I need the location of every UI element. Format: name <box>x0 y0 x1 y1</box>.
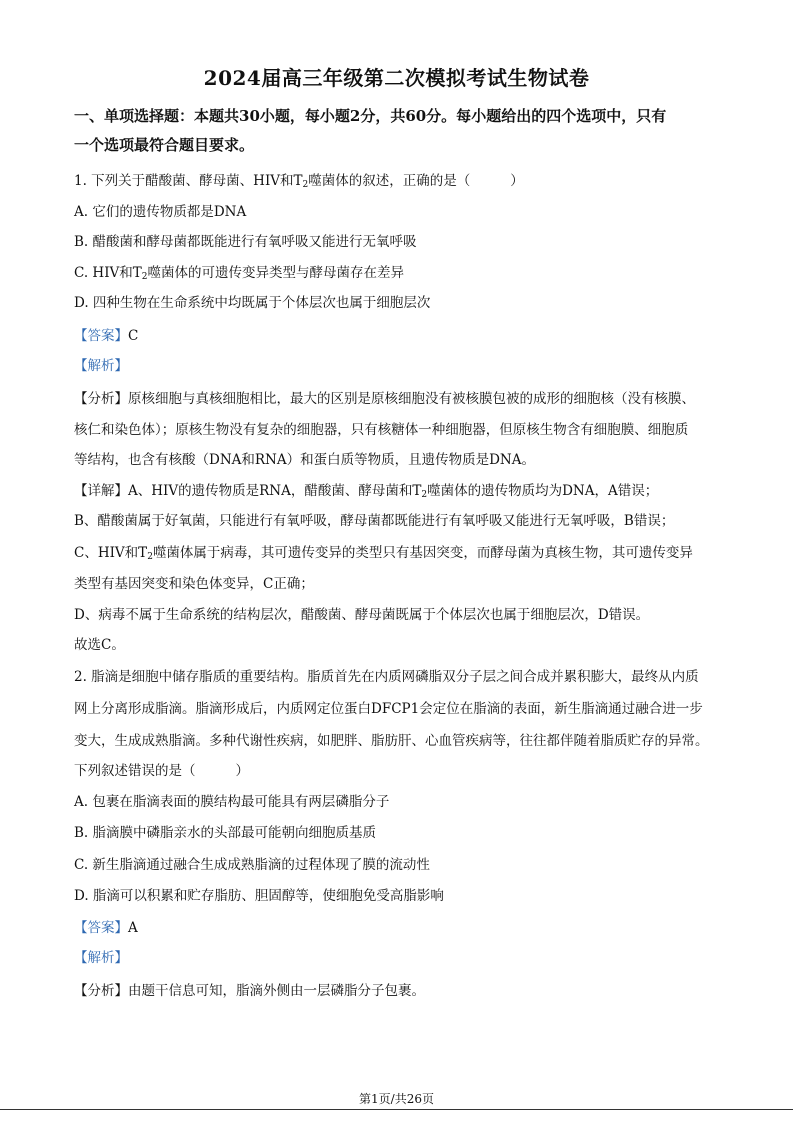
q1-option-b: B. 醋酸菌和酵母菌都既能进行有氧呼吸又能进行无氧呼吸 <box>74 234 417 250</box>
section-heading-line-2: 一个选项最符合题目要求。 <box>74 136 255 154</box>
q1-fenxi-line-2: 核仁和染色体）；原核生物没有复杂的细胞器，只有核糖体一种细胞器，但原核生物含有细胞膜、细胞质 <box>74 422 689 438</box>
q2-option-d: D. 脂滴可以积累和贮存脂肪、胆固醇等，使细胞免受高脂影响 <box>74 888 444 904</box>
bottom-rule <box>0 1109 793 1110</box>
answer-tag: 【答案】 <box>74 328 128 344</box>
page-footer: 第1页/共26页 <box>359 1092 434 1106</box>
q2-option-a: A. 包裹在脂滴表面的膜结构最可能具有两层磷脂分子 <box>74 794 390 810</box>
q1-answer: 【答案】C <box>74 328 139 344</box>
q2-stem-line-1: 2. 脂滴是细胞中储存脂质的重要结构。脂质首先在内质网磷脂双分子层之间合成并累积膨大，最终从内质 <box>74 669 699 685</box>
q2-answer: 【答案】A <box>74 920 138 936</box>
section-heading-line-1: 一、单项选择题：本题共30小题，每小题2分，共60分。每小题给出的四个选项中，只有 <box>74 107 667 125</box>
q1-analysis-tag: 【解析】 <box>74 358 128 374</box>
q1-stem: 1. 下列关于醋酸菌、酵母菌、HIV和$T_2$噬菌体的叙述，正确的是（ ） <box>74 173 524 190</box>
q2-fenxi-line-1: 【分析】由题干信息可知，脂滴外侧由一层磷脂分子包裹。 <box>74 983 425 999</box>
q1-option-d: D. 四种生物在生命系统中均既属于个体层次也属于细胞层次 <box>74 295 431 311</box>
q1-xiangjie-line-5: D、病毒不属于生命系统的结构层次，醋酸菌、酵母菌既属于个体层次也属于细胞层次，D错误。 <box>74 607 650 623</box>
q2-option-b: B. 脂滴膜中磷脂亲水的头部最可能朝向细胞质基质 <box>74 825 377 841</box>
q1-conclusion: 故选C。 <box>74 637 125 653</box>
q2-stem-line-3: 变大，生成成熟脂滴。多种代谢性疾病，如肥胖、脂肪肝、心血管疾病等，往往都伴随着脂质贮存的异常。 <box>74 733 709 749</box>
q1-xiangjie-line-4: 类型有基因突变和染色体变异，C正确； <box>74 576 314 592</box>
answer-tag: 【答案】 <box>74 920 128 936</box>
q2-option-c: C. 新生脂滴通过融合生成成熟脂滴的过程体现了膜的流动性 <box>74 857 430 873</box>
q1-fenxi-line-3: 等结构，也含有核酸（DNA和RNA）和蛋白质等物质，且遗传物质是DNA。 <box>74 452 535 468</box>
q1-xiangjie-line-3: C、HIV和$T_2$噬菌体属于病毒，其可遗传变异的类型只有基因突变，而酵母菌为真核生物，其可遗传变异 <box>74 545 693 562</box>
q1-option-c: C. HIV和$T_2$噬菌体的可遗传变异类型与酵母菌存在差异 <box>74 265 405 282</box>
q2-analysis-tag: 【解析】 <box>74 950 128 966</box>
q1-xiangjie-line-1: 【详解】A、HIV的遗传物质是RNA，醋酸菌、酵母菌和$T_2$噬菌体的遗传物质均为DNA，A错误； <box>74 483 659 500</box>
q1-xiangjie-line-2: B、醋酸菌属于好氧菌，只能进行有氧呼吸，酵母菌都既能进行有氧呼吸又能进行无氧呼吸，B错误； <box>74 513 675 529</box>
q2-stem-line-4: 下列叙述错误的是（ ） <box>74 763 249 779</box>
q1-fenxi-line-1: 【分析】原核细胞与真核细胞相比，最大的区别是原核细胞没有被核膜包被的成形的细胞核（没有核膜、 <box>74 391 695 407</box>
page-title: 2024届高三年级第二次模拟考试生物试卷 <box>203 66 590 90</box>
q1-option-a: A. 它们的遗传物质都是DNA <box>74 204 247 220</box>
q2-stem-line-2: 网上分离形成脂滴。脂滴形成后，内质网定位蛋白DFCP1会定位在脂滴的表面，新生脂滴通过融合进一步 <box>74 701 703 717</box>
